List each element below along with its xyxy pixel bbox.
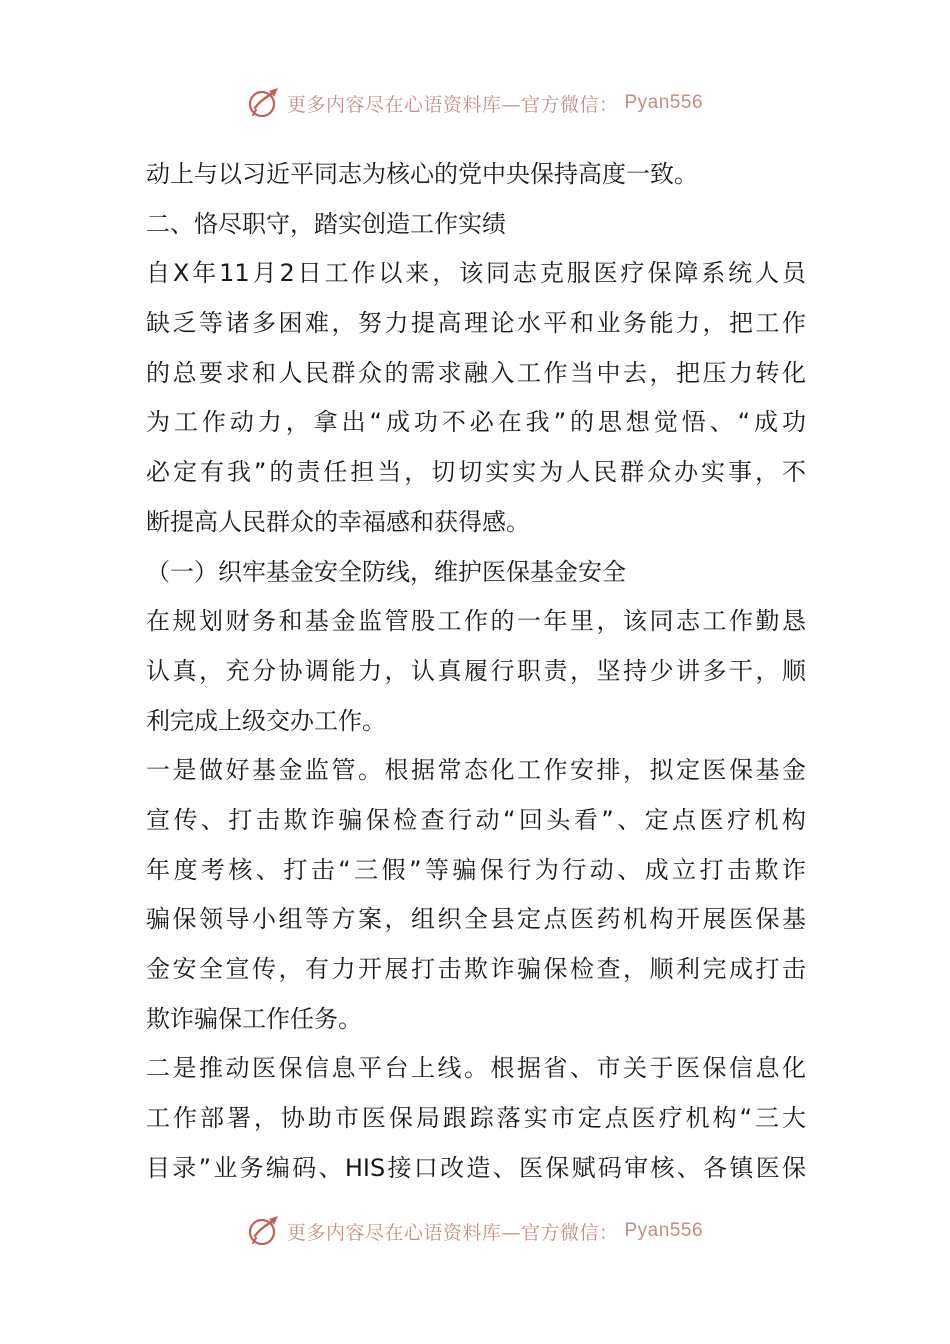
text-line: 必定有我”的责任担当，切切实实为人民群众办实事，不: [146, 458, 806, 487]
watermark-header: [0, 86, 950, 120]
document-body: [146, 150, 806, 1193]
watermark-wechat-id: Pyan556: [624, 92, 704, 113]
text-line: 认真，充分协调能力，认真履行职责，坚持少讲多干，顺: [146, 656, 806, 685]
text-line: 缺乏等诸多困难，努力提高理论水平和业务能力，把工作: [146, 309, 806, 338]
text-line: 一是做好基金监管。根据常态化工作安排，拟定医保基金: [146, 756, 806, 785]
text-line: 宣传、打击欺诈骗保检查行动“回头看”、定点医疗机构: [146, 805, 806, 834]
text-line: 目录”业务编码、HIS接口改造、医保赋码审核、各镇医保: [146, 1153, 806, 1182]
text-line: 动上与以习近平同志为核心的党中央保持高度一致。: [146, 160, 698, 188]
watermark-wechat-id: Pyan556: [624, 1220, 704, 1241]
text-line: 二是推动医保信息平台上线。根据省、市关于医保信息化: [146, 1054, 806, 1083]
watermark-text: 更多内容尽在心语资料库—官方微信：: [286, 1221, 619, 1244]
text-line: （一）织牢基金安全防线，维护医保基金安全: [146, 557, 626, 586]
text-line: 在规划财务和基金监管股工作的一年里，该同志工作勤恳: [146, 607, 806, 636]
text-line: 断提高人民群众的幸福感和获得感。: [146, 507, 530, 536]
watermark-footer: [0, 1214, 950, 1248]
text-line: 自X年11月2日工作以来，该同志克服医疗保障系统人员: [146, 259, 806, 288]
text-line: 利完成上级交办工作。: [146, 706, 386, 735]
text-line: 金安全宣传，有力开展打击欺诈骗保检查，顺利完成打击: [146, 955, 806, 983]
pen-logo-icon: [247, 1214, 281, 1248]
text-line: 工作部署，协助市医保局跟踪落实市定点医疗机构“三大: [146, 1104, 806, 1133]
watermark-text: 更多内容尽在心语资料库—官方微信：: [286, 93, 619, 116]
text-line: 的总要求和人民群众的需求融入工作当中去，把压力转化: [146, 358, 806, 387]
pen-logo-icon: [247, 86, 281, 120]
text-line: 为工作动力，拿出“成功不必在我”的思想觉悟、“成功: [146, 408, 806, 437]
text-line: 骗保领导小组等方案，组织全县定点医药机构开展医保基: [146, 905, 806, 934]
text-line: 年度考核、打击“三假”等骗保行为行动、成立打击欺诈: [146, 855, 806, 884]
text-line: 欺诈骗保工作任务。: [146, 1004, 362, 1033]
text-line: 二、恪尽职守，踏实创造工作实绩: [146, 209, 506, 238]
